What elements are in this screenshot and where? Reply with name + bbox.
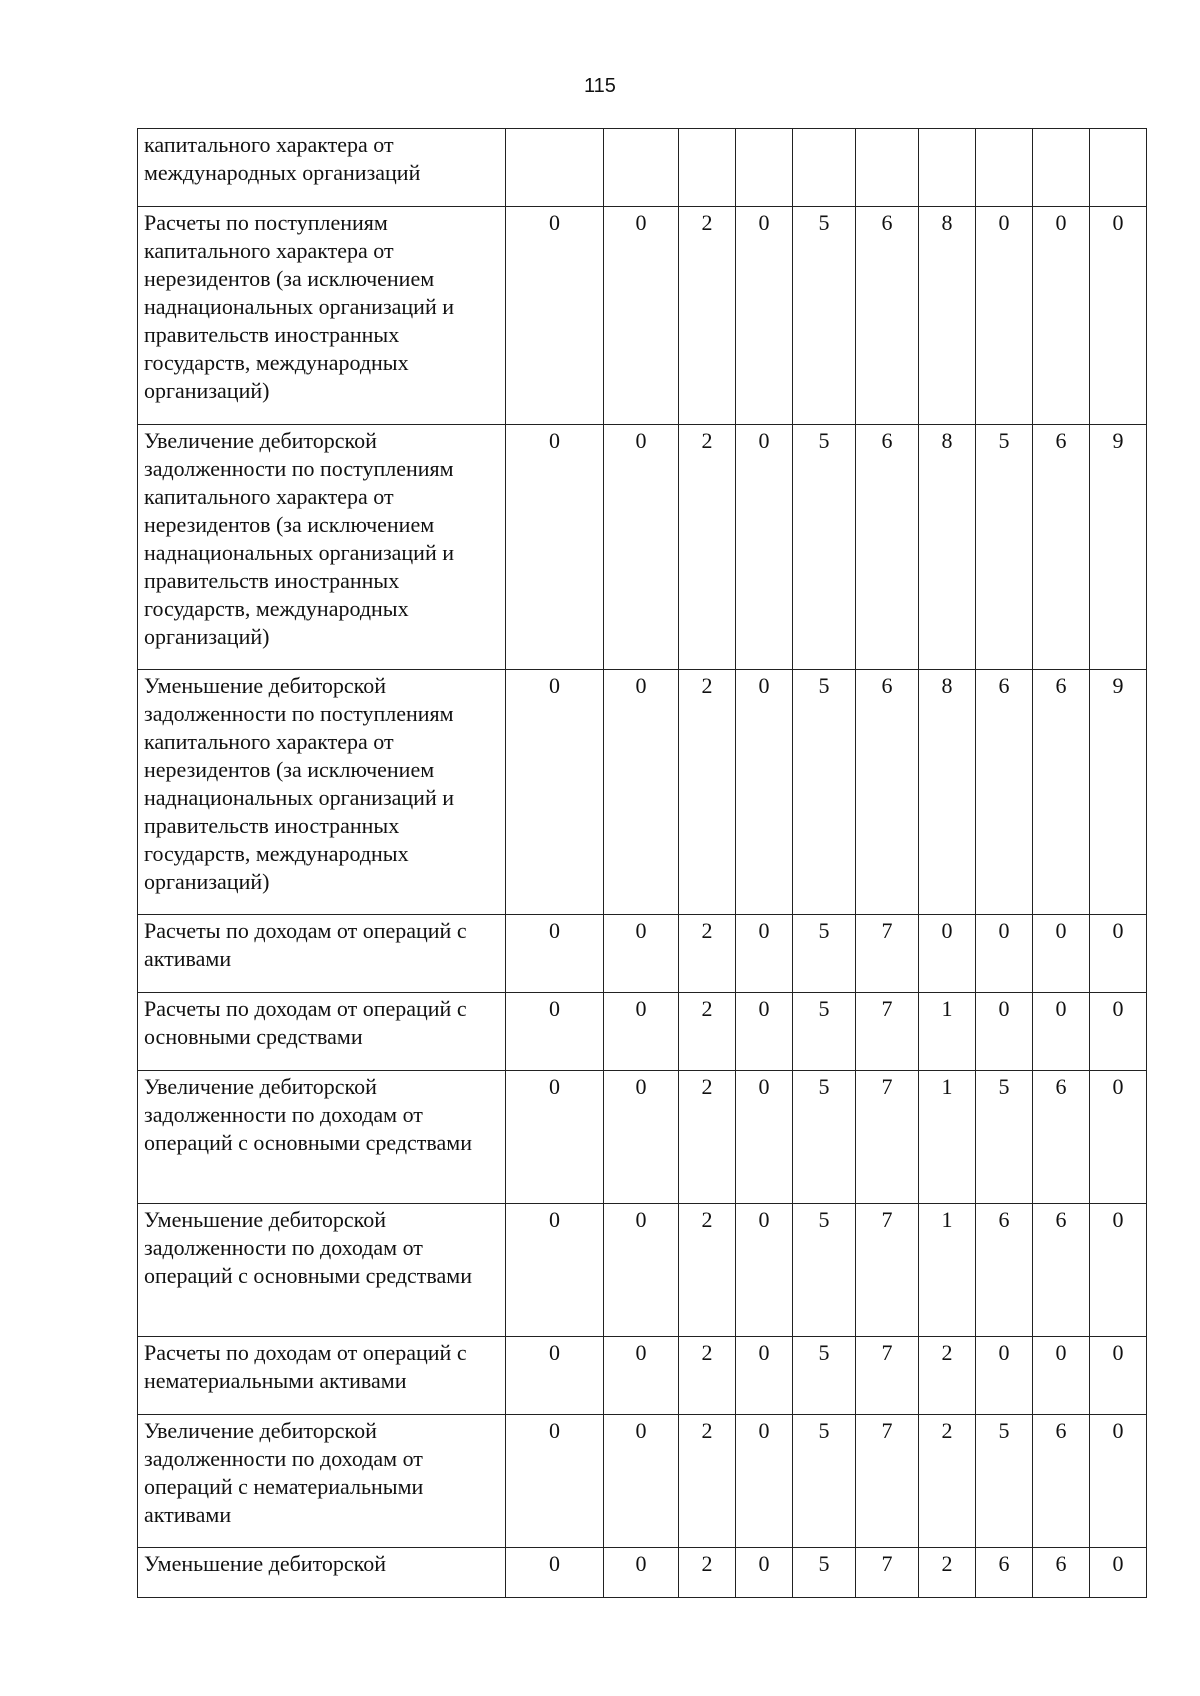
code-digit-cell: 0 (506, 1415, 604, 1548)
account-name-cell: капитального характера от международных организаций (138, 129, 506, 207)
code-digit-cell: 0 (736, 915, 793, 993)
table-row (138, 1204, 1147, 1337)
code-digit-cell (1033, 129, 1090, 207)
code-digit-cell (976, 129, 1033, 207)
code-digit-cell: 0 (506, 425, 604, 670)
table-row (138, 129, 1147, 207)
code-digit-cell: 0 (736, 993, 793, 1071)
code-digit-cell: 0 (604, 1415, 679, 1548)
code-digit-cell: 0 (506, 993, 604, 1071)
account-name-cell: Увеличение дебиторской задолженности по доходам от операций с основными средствами (138, 1071, 506, 1204)
code-digit-cell: 0 (736, 670, 793, 915)
code-digit-cell: 1 (919, 993, 976, 1071)
code-digit-cell: 7 (856, 1337, 919, 1415)
code-digit-cell: 2 (679, 993, 736, 1071)
code-digit-cell: 0 (1090, 1415, 1147, 1548)
code-digit-cell: 6 (1033, 1071, 1090, 1204)
account-codes-table (137, 128, 1147, 1598)
code-digit-cell (604, 129, 679, 207)
code-digit-cell: 0 (1033, 1337, 1090, 1415)
code-digit-cell: 5 (793, 425, 856, 670)
code-digit-cell: 0 (736, 1337, 793, 1415)
code-digit-cell: 0 (604, 993, 679, 1071)
code-digit-cell: 2 (919, 1415, 976, 1548)
table-row (138, 993, 1147, 1071)
code-digit-cell: 0 (1033, 915, 1090, 993)
code-digit-cell: 5 (976, 1415, 1033, 1548)
code-digit-cell (793, 129, 856, 207)
code-digit-cell: 0 (506, 1071, 604, 1204)
code-digit-cell: 6 (856, 207, 919, 425)
code-digit-cell: 6 (1033, 1548, 1090, 1598)
code-digit-cell: 2 (679, 670, 736, 915)
code-digit-cell: 5 (976, 425, 1033, 670)
table-row (138, 1415, 1147, 1548)
account-name-cell: Увеличение дебиторской задолженности по поступлениям капитального характера от нерезидентов (за исключением наднациональных организаций и правительств иностранных государств, международных организаций) (138, 425, 506, 670)
code-digit-cell: 5 (793, 915, 856, 993)
code-digit-cell: 6 (856, 425, 919, 670)
code-digit-cell: 0 (736, 1415, 793, 1548)
code-digit-cell: 6 (1033, 425, 1090, 670)
code-digit-cell: 5 (793, 1337, 856, 1415)
code-digit-cell: 0 (1090, 207, 1147, 425)
code-digit-cell: 6 (976, 1204, 1033, 1337)
code-digit-cell (736, 129, 793, 207)
code-digit-cell: 9 (1090, 425, 1147, 670)
code-digit-cell: 2 (679, 207, 736, 425)
code-digit-cell: 0 (604, 1204, 679, 1337)
code-digit-cell: 2 (679, 425, 736, 670)
code-digit-cell: 0 (604, 425, 679, 670)
code-digit-cell: 5 (793, 1204, 856, 1337)
code-digit-cell: 6 (856, 670, 919, 915)
code-digit-cell: 6 (1033, 1204, 1090, 1337)
code-digit-cell: 0 (506, 915, 604, 993)
code-digit-cell: 7 (856, 1071, 919, 1204)
code-digit-cell: 1 (919, 1071, 976, 1204)
code-digit-cell: 0 (604, 207, 679, 425)
code-digit-cell: 0 (604, 915, 679, 993)
code-digit-cell (919, 129, 976, 207)
code-digit-cell: 5 (793, 993, 856, 1071)
code-digit-cell (1090, 129, 1147, 207)
code-digit-cell: 2 (679, 1204, 736, 1337)
code-digit-cell: 8 (919, 207, 976, 425)
page-number: 115 (584, 75, 616, 97)
code-digit-cell: 5 (793, 670, 856, 915)
table-row (138, 207, 1147, 425)
code-digit-cell: 2 (679, 1337, 736, 1415)
code-digit-cell: 8 (919, 425, 976, 670)
code-digit-cell: 0 (1090, 1548, 1147, 1598)
code-digit-cell: 5 (793, 1071, 856, 1204)
code-digit-cell: 0 (604, 670, 679, 915)
code-digit-cell: 8 (919, 670, 976, 915)
code-digit-cell: 0 (736, 1071, 793, 1204)
code-digit-cell: 0 (736, 207, 793, 425)
code-digit-cell: 6 (1033, 1415, 1090, 1548)
code-digit-cell (506, 129, 604, 207)
code-digit-cell: 0 (506, 207, 604, 425)
code-digit-cell: 7 (856, 1204, 919, 1337)
code-digit-cell: 0 (506, 670, 604, 915)
code-digit-cell: 0 (1033, 207, 1090, 425)
account-name-cell: Уменьшение дебиторской задолженности по поступлениям капитального характера от нерезидентов (за исключением наднациональных организаций и правительств иностранных государств, международных организаций) (138, 670, 506, 915)
code-digit-cell: 5 (793, 1415, 856, 1548)
code-digit-cell: 2 (679, 915, 736, 993)
code-digit-cell: 6 (1033, 670, 1090, 915)
code-digit-cell: 0 (919, 915, 976, 993)
code-digit-cell (856, 129, 919, 207)
account-name-cell: Уменьшение дебиторской (138, 1548, 506, 1598)
code-digit-cell: 0 (976, 993, 1033, 1071)
table-row (138, 1548, 1147, 1598)
code-digit-cell: 0 (1033, 993, 1090, 1071)
code-digit-cell: 0 (604, 1071, 679, 1204)
code-digit-cell: 5 (793, 207, 856, 425)
code-digit-cell: 6 (976, 670, 1033, 915)
code-digit-cell: 1 (919, 1204, 976, 1337)
table-row (138, 670, 1147, 915)
code-digit-cell: 0 (736, 1548, 793, 1598)
table-row (138, 1071, 1147, 1204)
code-digit-cell: 0 (1090, 915, 1147, 993)
code-digit-cell: 7 (856, 1548, 919, 1598)
code-digit-cell: 2 (919, 1548, 976, 1598)
code-digit-cell: 0 (1090, 1337, 1147, 1415)
code-digit-cell: 0 (736, 425, 793, 670)
code-digit-cell: 7 (856, 1415, 919, 1548)
code-digit-cell: 7 (856, 993, 919, 1071)
code-digit-cell: 0 (976, 915, 1033, 993)
code-digit-cell: 0 (506, 1548, 604, 1598)
account-name-cell: Расчеты по доходам от операций с нематериальными активами (138, 1337, 506, 1415)
code-digit-cell: 6 (976, 1548, 1033, 1598)
code-digit-cell: 0 (604, 1337, 679, 1415)
code-digit-cell: 0 (1090, 1071, 1147, 1204)
account-name-cell: Уменьшение дебиторской задолженности по доходам от операций с основными средствами (138, 1204, 506, 1337)
code-digit-cell: 0 (976, 207, 1033, 425)
code-digit-cell: 5 (793, 1548, 856, 1598)
table-row (138, 425, 1147, 670)
code-digit-cell: 2 (679, 1071, 736, 1204)
table-row (138, 915, 1147, 993)
code-digit-cell: 5 (976, 1071, 1033, 1204)
code-digit-cell: 0 (506, 1204, 604, 1337)
account-name-cell: Расчеты по доходам от операций с основными средствами (138, 993, 506, 1071)
code-digit-cell: 9 (1090, 670, 1147, 915)
code-digit-cell: 0 (1090, 1204, 1147, 1337)
code-digit-cell: 0 (1090, 993, 1147, 1071)
code-digit-cell: 2 (679, 1415, 736, 1548)
code-digit-cell: 2 (679, 1548, 736, 1598)
table-row (138, 1337, 1147, 1415)
code-digit-cell: 2 (919, 1337, 976, 1415)
account-name-cell: Расчеты по поступлениям капитального характера от нерезидентов (за исключением наднациональных организаций и правительств иностранных государств, международных организаций) (138, 207, 506, 425)
code-digit-cell: 7 (856, 915, 919, 993)
code-digit-cell: 0 (736, 1204, 793, 1337)
code-digit-cell: 0 (604, 1548, 679, 1598)
account-name-cell: Расчеты по доходам от операций с активами (138, 915, 506, 993)
account-name-cell: Увеличение дебиторской задолженности по доходам от операций с нематериальными активами (138, 1415, 506, 1548)
code-digit-cell: 0 (506, 1337, 604, 1415)
code-digit-cell: 0 (976, 1337, 1033, 1415)
code-digit-cell (679, 129, 736, 207)
